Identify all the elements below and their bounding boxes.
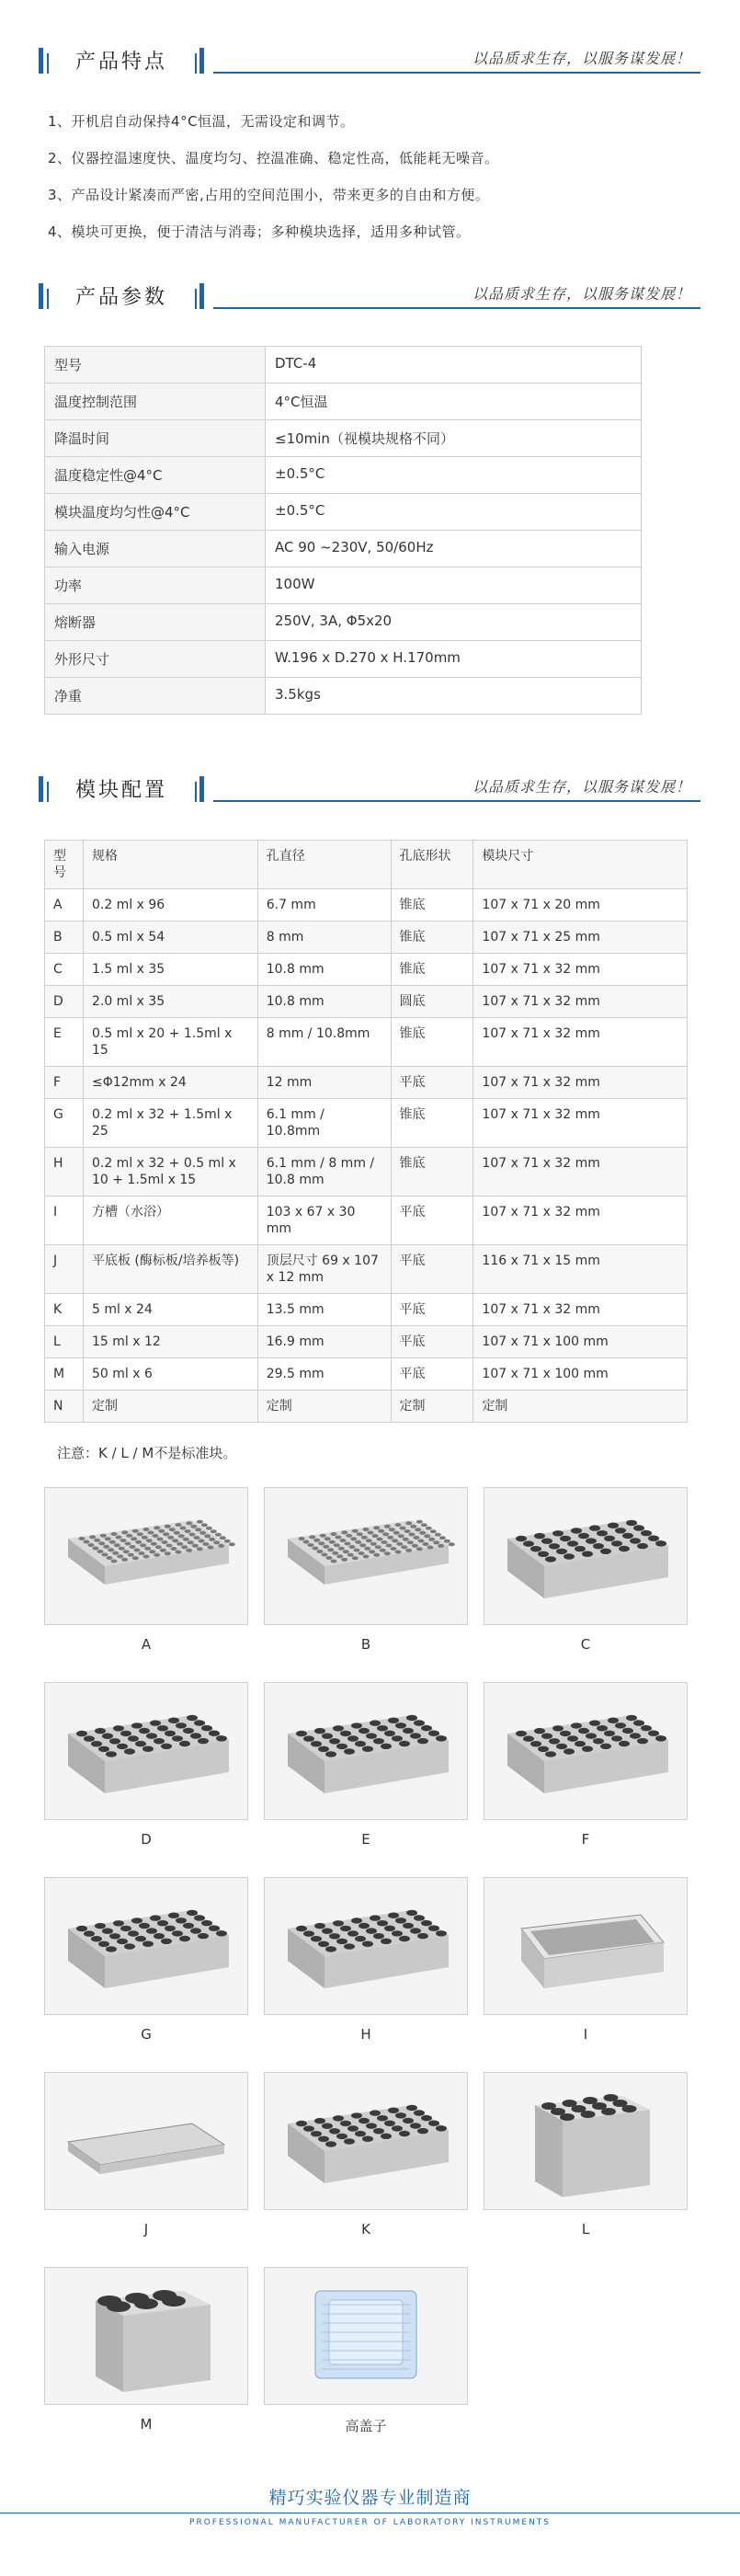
param-label: 外形尺寸 (45, 641, 266, 678)
table-row (45, 1099, 688, 1148)
table-cell: 50 ml x 6 (83, 1358, 257, 1391)
feature-list (48, 110, 691, 258)
column-header: 规格 (83, 841, 257, 889)
column-header: 模块尺寸 (473, 841, 688, 889)
section-rule (213, 307, 700, 309)
table-cell: 103 x 67 x 30 mm (257, 1196, 391, 1245)
module-caption: K (361, 2221, 370, 2238)
module-image (484, 1877, 688, 2015)
section-header-params (39, 276, 700, 316)
table-cell: B (45, 922, 84, 954)
table-cell: K (45, 1294, 84, 1326)
column-header: 孔直径 (257, 841, 391, 889)
table-cell: 107 x 71 x 32 mm (473, 1294, 688, 1326)
module-image (484, 1682, 688, 1820)
table-row (45, 954, 688, 986)
accent-bar (39, 283, 43, 309)
table-cell: 8 mm / 10.8mm (257, 1018, 391, 1067)
table-cell: 29.5 mm (257, 1358, 391, 1391)
params-row (45, 641, 642, 678)
table-cell: 6.1 mm / 10.8mm (257, 1099, 391, 1148)
params-row (45, 347, 642, 384)
param-value: 250V, 3A, Φ5x20 (266, 604, 642, 641)
accent-bar (47, 289, 49, 309)
section-rule (213, 800, 700, 802)
param-value: ≤10min（视模块规格不同） (266, 420, 642, 457)
table-cell: ≤Φ12mm x 24 (83, 1067, 257, 1099)
params-row (45, 604, 642, 641)
accent-bar (47, 782, 49, 802)
table-row (45, 922, 688, 954)
table-cell: G (45, 1099, 84, 1148)
table-cell: 定制 (83, 1391, 257, 1423)
table-cell: 107 x 71 x 32 mm (473, 1067, 688, 1099)
param-label: 输入电源 (45, 531, 266, 567)
table-cell: 107 x 71 x 100 mm (473, 1358, 688, 1391)
table-cell: 平底板 (酶标板/培养板等) (83, 1245, 257, 1294)
table-cell: 107 x 71 x 32 mm (473, 1196, 688, 1245)
module-caption: H (360, 2026, 371, 2043)
table-cell: 平底 (391, 1326, 473, 1358)
table-cell: 107 x 71 x 32 mm (473, 1099, 688, 1148)
table-cell: 107 x 71 x 32 mm (473, 954, 688, 986)
table-cell: 平底 (391, 1067, 473, 1099)
param-label: 模块温度均匀性@4°C (45, 494, 266, 531)
feature-item: 3、产品设计紧凑而严密,占用的空间范围小，带来更多的自由和方便。 (48, 187, 490, 203)
table-row (45, 986, 688, 1018)
accent-bar (199, 283, 204, 309)
table-cell: J (45, 1245, 84, 1294)
section-header-features (39, 40, 700, 81)
section-rule (213, 72, 700, 74)
table-cell: 0.5 ml x 54 (83, 922, 257, 954)
module-image (44, 1487, 248, 1625)
table-row (45, 1391, 688, 1423)
module-caption: M (140, 2416, 153, 2433)
param-label: 功率 (45, 567, 266, 604)
modules-header-row (45, 841, 688, 889)
table-cell: 锥底 (391, 1018, 473, 1067)
params-row (45, 678, 642, 715)
param-value: W.196 x D.270 x H.170mm (266, 641, 642, 678)
params-row (45, 494, 642, 531)
param-label: 熔断器 (45, 604, 266, 641)
module-caption: 高盖子 (345, 2418, 387, 2434)
table-cell: 锥底 (391, 1148, 473, 1196)
column-header: 孔底形状 (391, 841, 473, 889)
section-title: 产品特点 (75, 51, 168, 74)
module-caption: I (583, 2026, 588, 2043)
table-cell: 平底 (391, 1245, 473, 1294)
param-label: 温度稳定性@4°C (45, 457, 266, 494)
table-cell: I (45, 1196, 84, 1245)
table-cell: 107 x 71 x 32 mm (473, 1018, 688, 1067)
table-cell: 锥底 (391, 954, 473, 986)
module-image (264, 1487, 468, 1625)
table-row (45, 1245, 688, 1294)
table-cell: 平底 (391, 1294, 473, 1326)
section-title: 产品参数 (75, 286, 168, 309)
table-cell: 1.5 ml x 35 (83, 954, 257, 986)
module-caption: B (360, 1636, 371, 1653)
table-cell: 平底 (391, 1358, 473, 1391)
module-caption: A (141, 1636, 152, 1653)
module-caption: C (580, 1636, 591, 1653)
table-cell: 10.8 mm (257, 954, 391, 986)
module-caption: D (141, 1831, 152, 1848)
module-image (44, 2072, 248, 2210)
section-slogan: 以品质求生存，以服务谋发展！ (472, 50, 691, 67)
table-cell: 定制 (473, 1391, 688, 1423)
accent-bar (199, 776, 204, 802)
table-cell: M (45, 1358, 84, 1391)
section-header-modules (39, 769, 700, 809)
module-image (484, 1487, 688, 1625)
table-cell: 6.7 mm (257, 889, 391, 922)
accent-bar (195, 782, 197, 802)
table-cell: 锥底 (391, 889, 473, 922)
param-label: 型号 (45, 347, 266, 384)
params-row (45, 531, 642, 567)
table-cell: 15 ml x 12 (83, 1326, 257, 1358)
footer-tagline-en: PROFESSIONAL MANUFACTURER OF LABORATORY INSTRUMENTS (189, 2518, 551, 2527)
accent-bar (199, 48, 204, 74)
params-row (45, 384, 642, 420)
table-cell: 6.1 mm / 8 mm / 10.8 mm (257, 1148, 391, 1196)
table-row (45, 1148, 688, 1196)
module-caption: E (361, 1831, 370, 1848)
table-cell: C (45, 954, 84, 986)
table-cell: 10.8 mm (257, 986, 391, 1018)
table-cell: A (45, 889, 84, 922)
module-caption: F (581, 1831, 590, 1848)
section-slogan: 以品质求生存，以服务谋发展！ (472, 778, 691, 796)
params-row (45, 457, 642, 494)
module-image (264, 1682, 468, 1820)
param-value: 3.5kgs (266, 678, 642, 715)
table-cell: F (45, 1067, 84, 1099)
table-cell: 107 x 71 x 25 mm (473, 922, 688, 954)
module-caption: L (581, 2221, 590, 2238)
table-row (45, 1358, 688, 1391)
section-title: 模块配置 (75, 779, 168, 802)
module-caption: G (141, 2026, 152, 2043)
table-cell: 2.0 ml x 35 (83, 986, 257, 1018)
table-cell: L (45, 1326, 84, 1358)
table-row (45, 889, 688, 922)
module-image (44, 1682, 248, 1820)
params-row (45, 420, 642, 457)
table-cell: 107 x 71 x 32 mm (473, 986, 688, 1018)
feature-item: 2、仪器控温速度快、温度均匀、控温准确、稳定性高，低能耗无噪音。 (48, 150, 499, 166)
table-cell: 0.2 ml x 32 + 0.5 ml x 10 + 1.5ml x 15 (83, 1148, 257, 1196)
param-value: AC 90 ~230V, 50/60Hz (266, 531, 642, 567)
accent-bar (39, 48, 43, 74)
feature-item: 1、开机启自动保持4°C恒温，无需设定和调节。 (48, 113, 355, 130)
table-row (45, 1294, 688, 1326)
module-image (264, 1877, 468, 2015)
feature-item: 4、模块可更换，便于清洁与消毒；多种模块选择，适用多种试管。 (48, 223, 471, 240)
table-cell: 107 x 71 x 100 mm (473, 1326, 688, 1358)
table-cell: 0.5 ml x 20 + 1.5ml x 15 (83, 1018, 257, 1067)
column-header: 型号 (45, 841, 84, 889)
module-image (44, 2267, 248, 2405)
param-value: ±0.5°C (266, 494, 642, 531)
table-cell: 13.5 mm (257, 1294, 391, 1326)
table-cell: 0.2 ml x 96 (83, 889, 257, 922)
table-cell: 5 ml x 24 (83, 1294, 257, 1326)
param-value: ±0.5°C (266, 457, 642, 494)
table-cell: D (45, 986, 84, 1018)
table-cell: 定制 (391, 1391, 473, 1423)
param-label: 净重 (45, 678, 266, 715)
table-cell: 锥底 (391, 1099, 473, 1148)
param-label: 降温时间 (45, 420, 266, 457)
param-value: 100W (266, 567, 642, 604)
table-row (45, 1067, 688, 1099)
table-cell: 顶层尺寸 69 x 107 x 12 mm (257, 1245, 391, 1294)
table-row (45, 1196, 688, 1245)
table-cell: 116 x 71 x 15 mm (473, 1245, 688, 1294)
table-cell: N (45, 1391, 84, 1423)
table-cell: 定制 (257, 1391, 391, 1423)
param-value: DTC-4 (266, 347, 642, 384)
params-row (45, 567, 642, 604)
modules-note: 注意：K / L / M不是标准块。 (57, 1445, 237, 1461)
table-cell: 方槽（水浴） (83, 1196, 257, 1245)
table-row (45, 1326, 688, 1358)
table-cell: 锥底 (391, 922, 473, 954)
module-caption: J (143, 2221, 149, 2238)
accent-bar (39, 776, 43, 802)
table-cell: 8 mm (257, 922, 391, 954)
table-cell: 16.9 mm (257, 1326, 391, 1358)
module-image (44, 1877, 248, 2015)
table-cell: 平底 (391, 1196, 473, 1245)
params-table (44, 346, 642, 715)
table-cell: 107 x 71 x 32 mm (473, 1148, 688, 1196)
table-cell: 0.2 ml x 32 + 1.5ml x 25 (83, 1099, 257, 1148)
table-cell: E (45, 1018, 84, 1067)
module-image (264, 2267, 468, 2405)
param-value: 4°C恒温 (266, 384, 642, 420)
accent-bar (195, 53, 197, 74)
accent-bar (195, 289, 197, 309)
table-cell: 12 mm (257, 1067, 391, 1099)
footer-tagline: 精巧实验仪器专业制造商 (268, 2488, 472, 2508)
module-image (484, 2072, 688, 2210)
module-image (264, 2072, 468, 2210)
table-cell: H (45, 1148, 84, 1196)
section-slogan: 以品质求生存，以服务谋发展！ (472, 285, 691, 303)
accent-bar (47, 53, 49, 74)
table-cell: 圆底 (391, 986, 473, 1018)
table-row (45, 1018, 688, 1067)
table-cell: 107 x 71 x 20 mm (473, 889, 688, 922)
param-label: 温度控制范围 (45, 384, 266, 420)
modules-table (44, 840, 688, 1423)
